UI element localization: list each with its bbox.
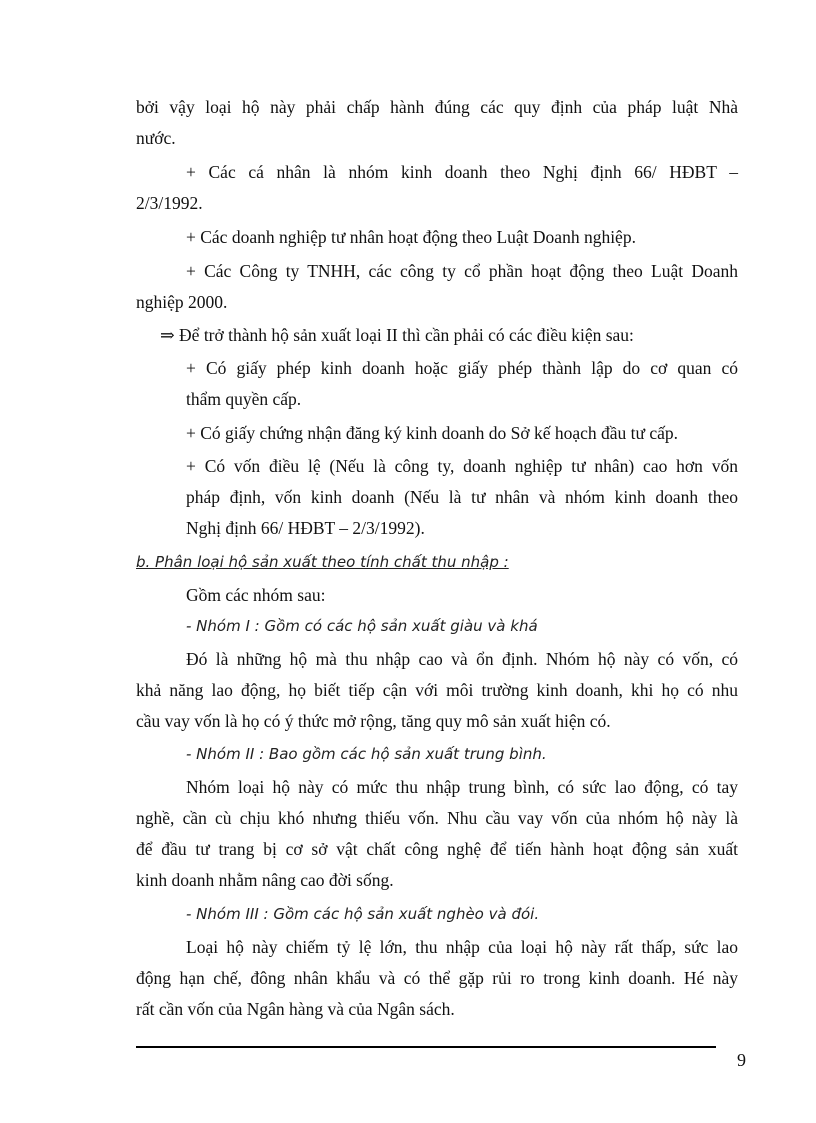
text-line: Nghị định 66/ HĐBT – 2/3/1992). xyxy=(186,518,425,538)
text-line: + Có vốn điều lệ (Nếu là công ty, doanh nghiệp tư nhân) cao hơn vốn xyxy=(186,456,738,476)
text-line: cầu vay vốn là họ có ý thức mở rộng, tăng quy mô sản xuất hiện có. xyxy=(136,711,611,731)
text-line: + Các cá nhân là nhóm kinh doanh theo Nghị định 66/ HĐBT – xyxy=(186,162,738,182)
text-line: Gồm các nhóm sau: xyxy=(186,585,326,605)
subsection-heading: - Nhóm III : Gồm các hộ sản xuất nghèo và đói. xyxy=(186,905,540,923)
text-line: 2/3/1992. xyxy=(136,193,203,213)
text-line: động hạn chế, đông nhân khẩu và có thể gặp rủi ro trong kinh doanh. Hé này xyxy=(136,968,738,988)
text-line: kinh doanh nhằm nâng cao đời sống. xyxy=(136,870,394,890)
text-line: + Có giấy phép kinh doanh hoặc giấy phép thành lập do cơ quan có xyxy=(186,358,738,378)
text-line: pháp định, vốn kinh doanh (Nếu là tư nhân và nhóm kinh doanh theo xyxy=(186,487,738,507)
text-line: bởi vậy loại hộ này phải chấp hành đúng các quy định của pháp luật Nhà xyxy=(136,97,738,117)
subsection-heading: - Nhóm II : Bao gồm các hộ sản xuất trung bình. xyxy=(186,745,547,763)
text-line: khả năng lao động, họ biết tiếp cận với môi trường kinh doanh, khi họ có nhu xyxy=(136,680,738,700)
footer-rule xyxy=(136,1046,716,1048)
text-line: Loại hộ này chiếm tỷ lệ lớn, thu nhập của loại hộ này rất thấp, sức lao xyxy=(186,937,738,957)
text-line: nghề, cần cù chịu khó nhưng thiếu vốn. Nhu cầu vay vốn của nhóm hộ này là xyxy=(136,808,738,828)
text-line: + Có giấy chứng nhận đăng ký kinh doanh do Sở kế hoạch đầu tư cấp. xyxy=(186,423,679,443)
text-line: thẩm quyền cấp. xyxy=(186,389,302,409)
subsection-heading: - Nhóm I : Gồm có các hộ sản xuất giàu và khá xyxy=(186,617,538,635)
section-heading: b. Phân loại hộ sản xuất theo tính chất thu nhập : xyxy=(136,553,509,571)
text-line: + Các Công ty TNHH, các công ty cổ phần hoạt động theo Luật Doanh xyxy=(186,261,738,281)
text-line: + Các doanh nghiệp tư nhân hoạt động theo Luật Doanh nghiệp. xyxy=(186,227,636,247)
text-line: Nhóm loại hộ này có mức thu nhập trung bình, có sức lao động, có tay xyxy=(186,777,738,797)
page-number: 9 xyxy=(737,1050,746,1070)
text-line: rất cần vốn của Ngân hàng và của Ngân sách. xyxy=(136,999,455,1019)
text-line: nghiệp 2000. xyxy=(136,292,228,312)
text-line: để đầu tư trang bị cơ sở vật chất công nghệ để tiến hành hoạt động sản xuất xyxy=(136,839,738,859)
text-line: Đó là những hộ mà thu nhập cao và ổn định. Nhóm hộ này có vốn, có xyxy=(186,649,738,669)
text-line: ⇒ Để trở thành hộ sản xuất loại II thì cần phải có các điều kiện sau: xyxy=(160,325,634,345)
text-line: nước. xyxy=(136,128,176,148)
